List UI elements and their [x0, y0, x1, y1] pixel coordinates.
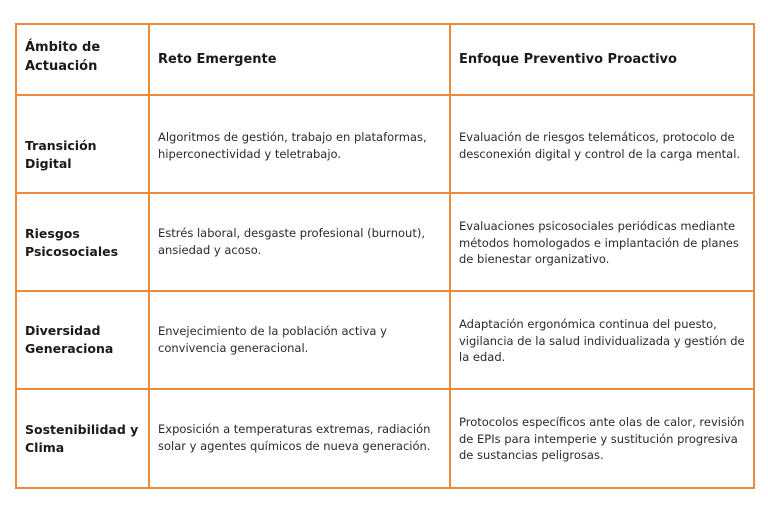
table-row [16, 95, 754, 193]
header-cell-reto [149, 24, 450, 95]
table-header-row [16, 24, 754, 95]
enfoque-text: Adaptación ergonómica continua del puesto, vigilancia de la salud individualizada y gestión de la edad. [459, 317, 745, 364]
header-reto: Reto Emergente [158, 52, 277, 67]
reto-text: Envejecimiento de la población activa y convivencia generacional. [158, 324, 387, 355]
enfoque-text: Evaluaciones psicosociales periódicas mediante métodos homologados e implantación de planes de bienestar organizativo. [459, 219, 739, 266]
header-cell-ambito [16, 24, 149, 95]
table-row [16, 291, 754, 389]
enfoque-cell [450, 291, 754, 389]
ambito-cell [16, 291, 149, 389]
ambito-label: Riesgos Psicosociales [25, 226, 119, 259]
header-ambito: Ámbito de Actuación [25, 40, 101, 74]
enfoque-text: Evaluación de riesgos telemáticos, protocolo de desconexión digital y control de la carga mental. [459, 130, 741, 161]
header-enfoque: Enfoque Preventivo Proactivo [459, 52, 677, 67]
reto-cell [149, 95, 450, 193]
enfoque-cell [450, 389, 754, 488]
table-row [16, 193, 754, 291]
reto-cell [149, 291, 450, 389]
ambito-cell [16, 193, 149, 291]
reto-cell [149, 193, 450, 291]
ambito-label: Diversidad Generaciona [25, 323, 114, 356]
enfoque-text: Protocolos específicos ante olas de calor, revisión de EPIs para intemperie y sustitución progresiva de sustancias peligrosas. [459, 415, 745, 462]
ambito-label: Transición Digital [25, 138, 97, 171]
ambito-cell [16, 389, 149, 488]
reto-text: Estrés laboral, desgaste profesional (burnout), ansiedad y acoso. [158, 226, 425, 257]
enfoque-cell [450, 193, 754, 291]
ambito-label: Sostenibilidad y Clima [25, 422, 139, 455]
header-cell-enfoque [450, 24, 754, 95]
enfoque-cell [450, 95, 754, 193]
reto-text: Algoritmos de gestión, trabajo en plataformas, hiperconectividad y teletrabajo. [158, 130, 427, 161]
reto-cell [149, 389, 450, 488]
table-row [16, 389, 754, 488]
prevention-table [15, 23, 755, 489]
ambito-cell [16, 95, 149, 193]
reto-text: Exposición a temperaturas extremas, radiación solar y agentes químicos de nueva generación. [158, 422, 431, 453]
